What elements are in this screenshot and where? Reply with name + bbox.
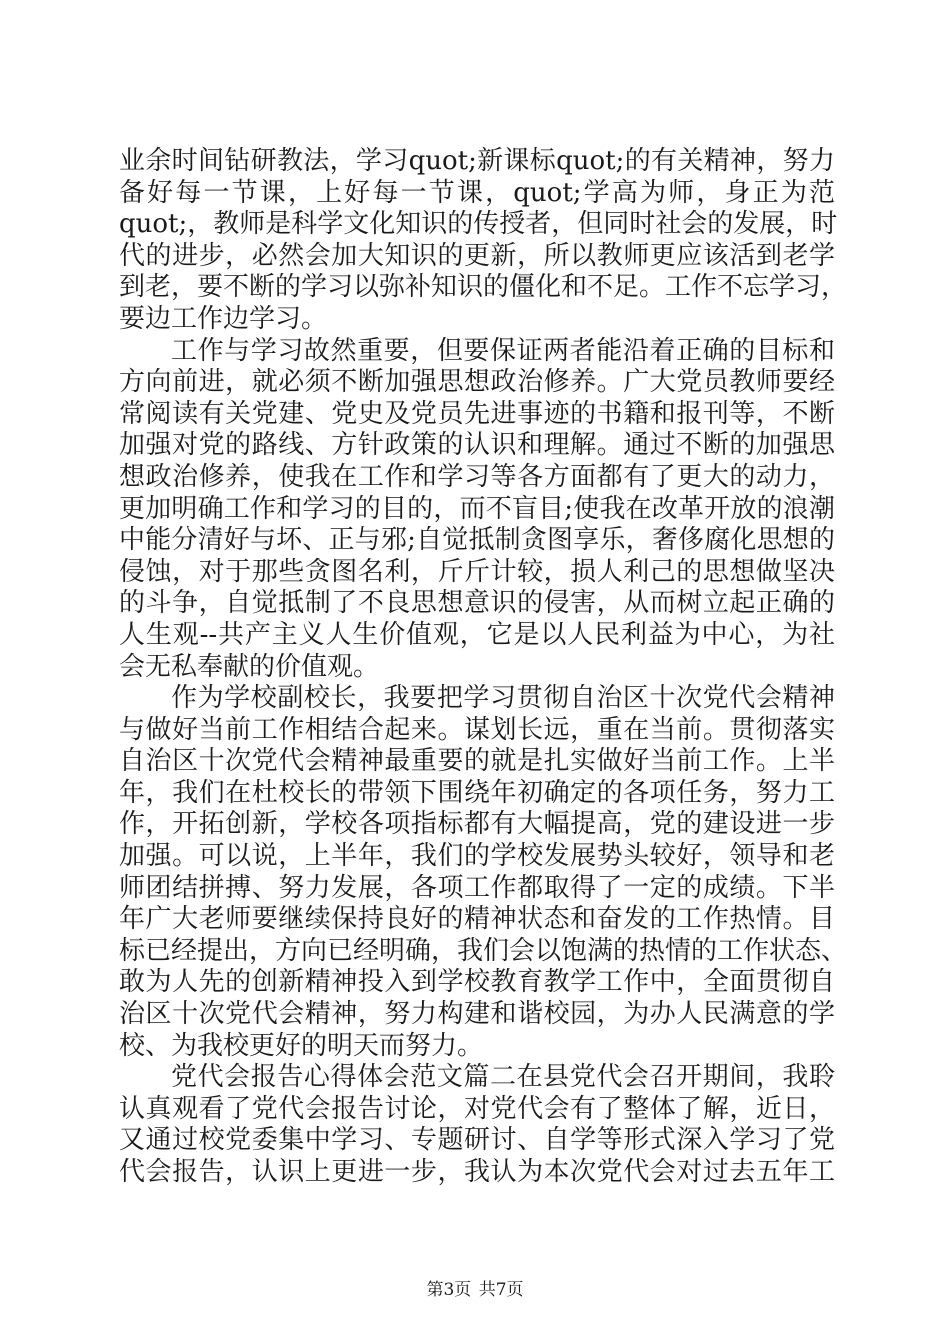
text-line: 自治区十次党代会精神最重要的就是扎实做好当前工作。上半 [119,746,835,777]
text-line: 作，开拓创新，学校各项指标都有大幅提高，党的建设进一步 [119,809,835,840]
text-line: 党代会报告心得体会范文篇二在县党代会召开期间，我聆 [171,1062,835,1093]
text-line: 方向前进，就必须不断加强思想政治修养。广大党员教师要经 [119,367,835,398]
text-line: 会无私奉献的价值观。 [119,651,380,682]
paragraph [119,1062,835,1188]
text-line: 作为学校副校长，我要把学习贯彻自治区十次党代会精神 [171,683,835,714]
text-line: 到老，要不断的学习以弥补知识的僵化和不足。工作不忘学习， [119,272,848,303]
text-line: 中能分清好与坏、正与邪;自觉抵制贪图享乐，奢侈腐化思想的 [119,525,835,556]
text-line: 想政治修养，使我在工作和学习等各方面都有了更大的动力， [119,461,835,492]
text-line: 侵蚀，对于那些贪图名利，斤斤计较，损人利己的思想做坚决 [119,556,835,587]
text-line: 代会报告，认识上更进一步，我认为本次党代会对过去五年工 [119,1157,835,1187]
text-line: quot;，教师是科学文化知识的传授者，但同时社会的发展，时 [119,209,838,240]
text-line: 业余时间钻研教法，学习quot;新课标quot;的有关精神，努力 [119,146,835,176]
text-line: 认真观看了党代会报告讨论，对党代会有了整体了解，近日， [119,1093,835,1124]
text-line: 人生观--共产主义人生价值观，它是以人民利益为中心，为社 [119,619,835,650]
text-line: 治区十次党代会精神，努力构建和谐校园，为办人民满意的学 [119,999,835,1030]
text-line: 常阅读有关党建、党史及党员先进事迹的书籍和报刊等，不断 [119,398,835,429]
text-line: 备好每一节课，上好每一节课，quot;学高为师，身正为范 [119,177,835,208]
document-body [119,146,848,1189]
text-line: 与做好当前工作相结合起来。谋划长远，重在当前。贯彻落实 [119,714,835,745]
paragraph [119,683,848,1062]
paragraph [119,146,848,336]
text-line: 要边工作边学习。 [119,303,328,334]
page-number-footer: 第3页 共7页 [426,1280,524,1300]
paragraph [119,336,835,684]
text-line: 师团结拼搏、努力发展，各项工作都取得了一定的成绩。下半 [119,872,835,903]
text-line: 工作与学习故然重要，但要保证两者能沿着正确的目标和 [171,335,835,366]
text-line: 又通过校党委集中学习、专题研讨、自学等形式深入学习了党 [119,1125,835,1156]
text-line: 加强对党的路线、方针政策的认识和理解。通过不断的加强思 [119,430,835,461]
text-line: 年广大老师要继续保持良好的精神状态和奋发的工作热情。目 [119,904,835,935]
text-line: 年，我们在杜校长的带领下围绕年初确定的各项任务，努力工 [119,777,835,808]
text-line: 更加明确工作和学习的目的，而不盲目;使我在改革开放的浪潮 [119,493,835,524]
text-line: 的斗争，自觉抵制了不良思想意识的侵害，从而树立起正确的 [119,588,835,619]
text-line: 敢为人先的创新精神投入到学校教育教学工作中，全面贯彻自 [119,967,835,998]
text-line: 加强。可以说，上半年，我们的学校发展势头较好，领导和老 [119,841,835,872]
text-line: 标已经提出，方向已经明确，我们会以饱满的热情的工作状态、 [119,935,848,966]
text-line: 代的进步，必然会加大知识的更新，所以教师更应该活到老学 [119,240,835,271]
text-line: 校、为我校更好的明天而努力。 [119,1030,484,1061]
